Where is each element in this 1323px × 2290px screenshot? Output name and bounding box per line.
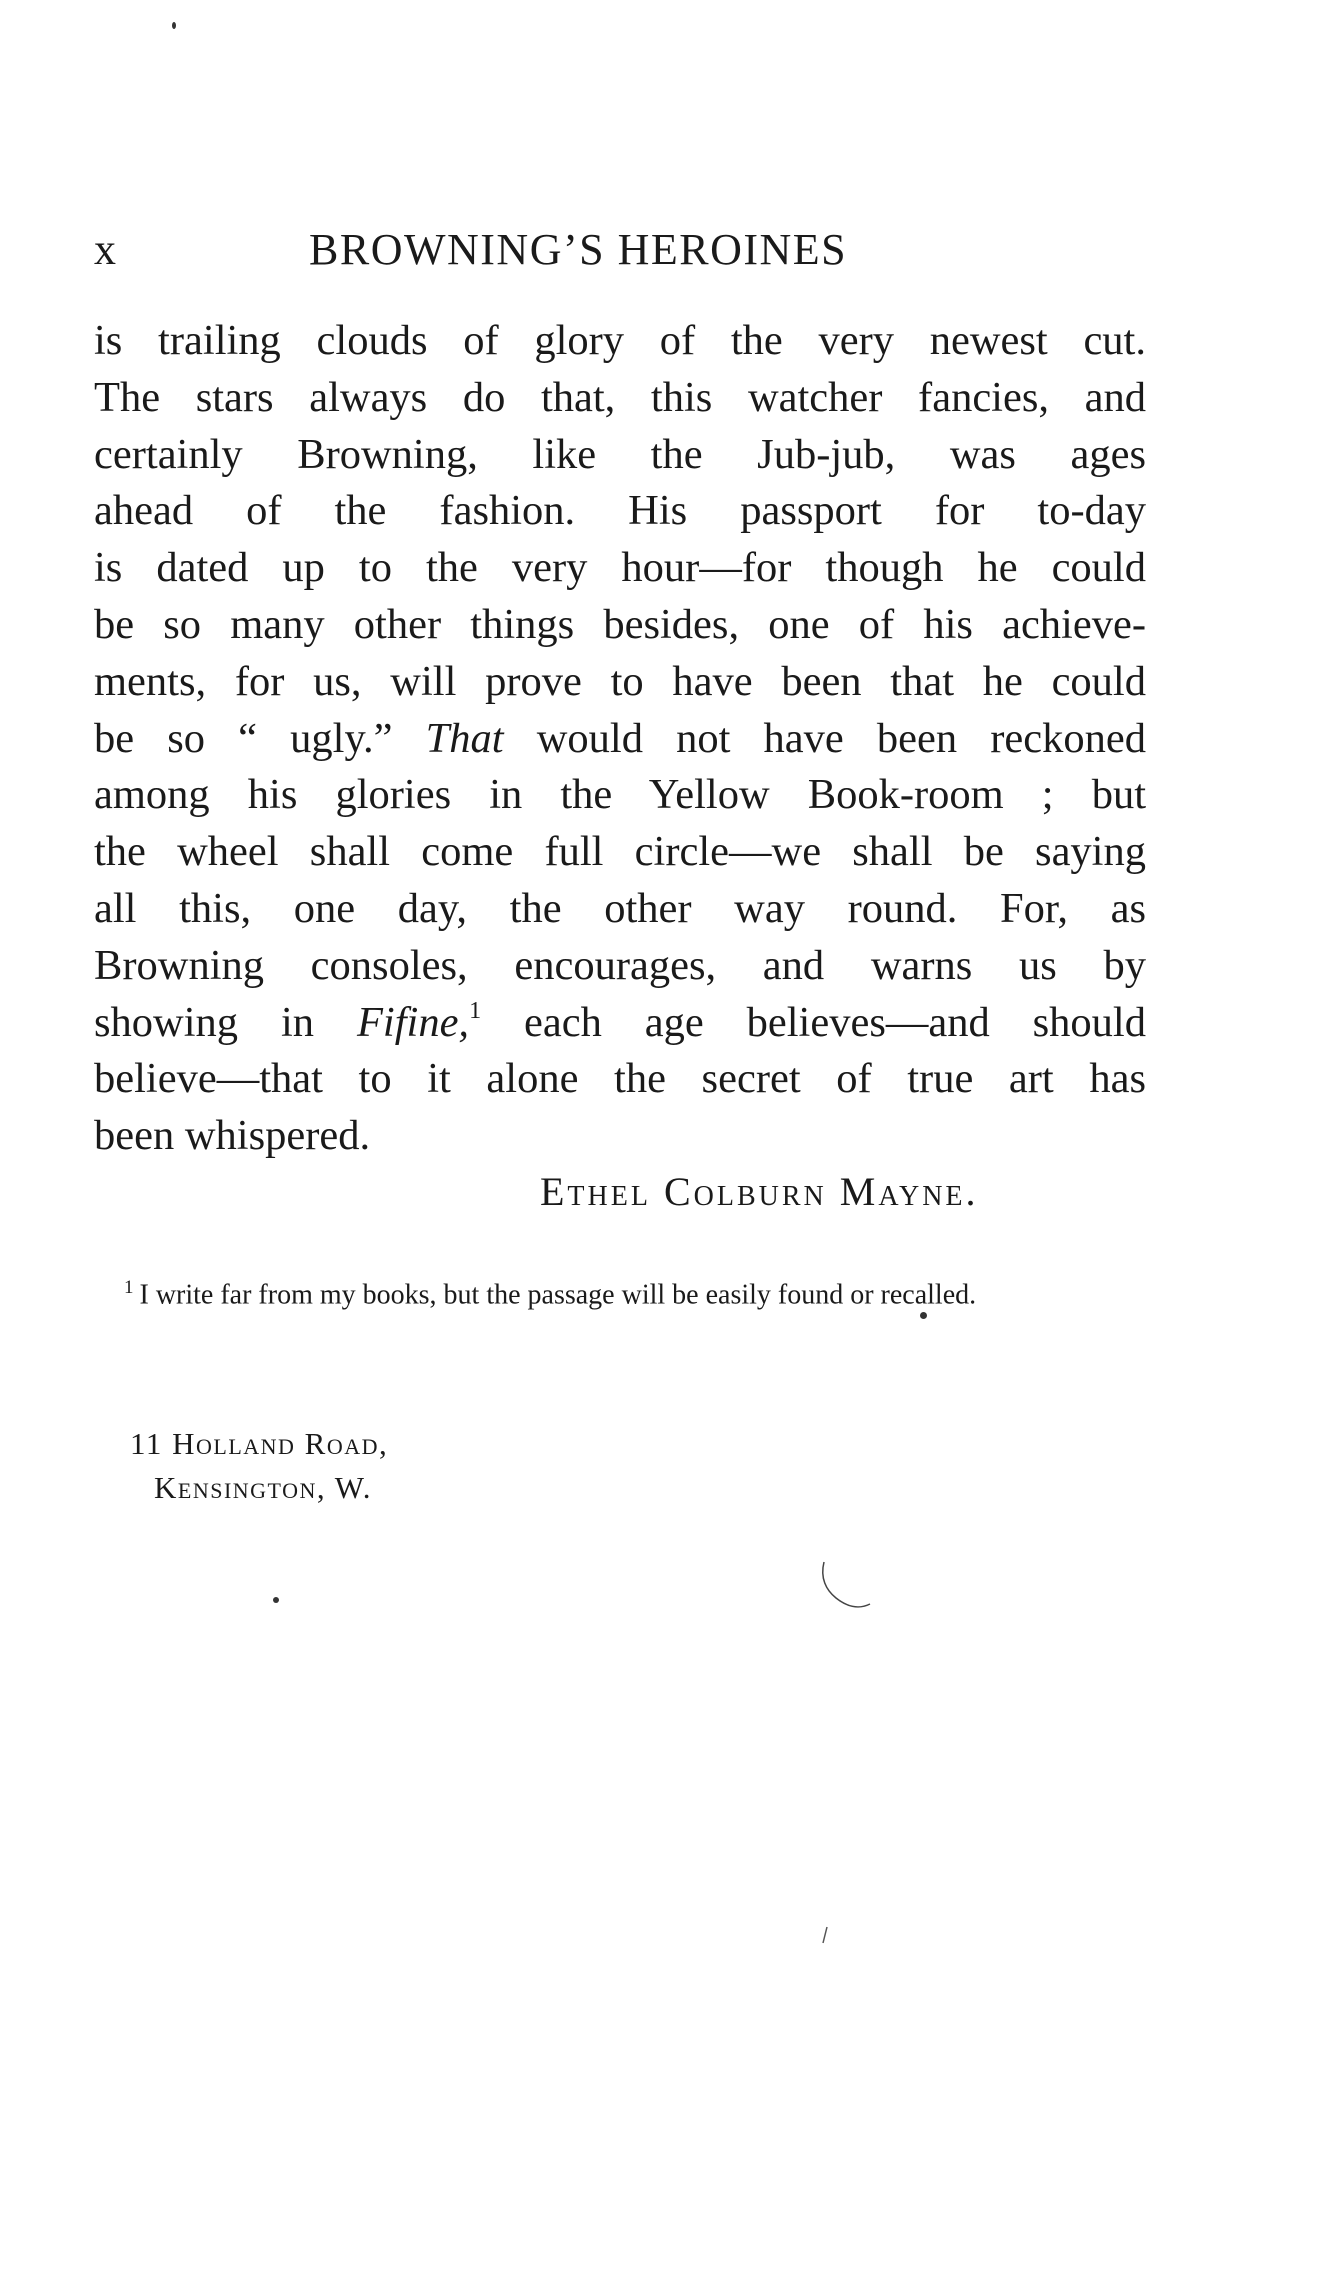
text-line: is trailing clouds of glory of the very newest cut. xyxy=(94,317,1146,364)
text-line: be so many other things besides, one of his achieve- xyxy=(94,600,1146,648)
italic-title: Fifine, xyxy=(356,998,470,1046)
text-line: ahead of the fashion. His passport for to-day xyxy=(94,487,1146,535)
text-line: believe—that to it alone the secret of true art has xyxy=(94,1055,1146,1103)
address-line: 11 Holland Road, xyxy=(130,1426,389,1461)
scan-speck xyxy=(273,1597,279,1603)
text-line: The stars always do that, this watcher fancies, and xyxy=(94,373,1146,421)
italic-word: That xyxy=(425,714,504,762)
footnote-reference: 1 xyxy=(469,997,482,1024)
text-segment: each age believes—and should xyxy=(481,998,1146,1046)
text-line: is dated up to the very hour—for though he could xyxy=(94,544,1146,592)
text-line xyxy=(94,711,1146,768)
footnote-text: I write far from my books, but the passage will be easily found or recalled. xyxy=(139,1279,977,1311)
scan-speck xyxy=(920,1312,927,1319)
text-line xyxy=(94,995,1146,1052)
body-paragraph xyxy=(94,313,1146,1165)
text-line: ments, for us, will prove to have been that he could xyxy=(94,657,1146,705)
text-segment: be so “ ugly.” xyxy=(94,714,426,762)
footnote xyxy=(92,1268,1146,1315)
text-line: Browning consoles, encourages, and warns us by xyxy=(94,941,1146,989)
scan-speck xyxy=(172,22,176,29)
page-number: x xyxy=(94,225,117,274)
scan-mark xyxy=(818,1558,878,1620)
address-block xyxy=(130,1422,388,1510)
running-title: BROWNING’S HEROINES xyxy=(309,225,848,274)
text-line: certainly Browning, like the Jub-jub, was ages xyxy=(94,430,1146,478)
text-segment: would not have been reckoned xyxy=(503,714,1146,762)
text-line: been whispered. xyxy=(94,1112,371,1160)
text-line: all this, one day, the other way round. For, as xyxy=(94,884,1146,932)
running-head xyxy=(94,224,1134,280)
text-line: among his glories in the Yellow Book-room ; but xyxy=(94,771,1146,819)
author-signature: Ethel Colburn Mayne. xyxy=(540,1169,979,1214)
footnote-mark: 1 xyxy=(124,1277,134,1298)
text-segment: showing in xyxy=(94,998,357,1046)
scan-mark xyxy=(820,1925,830,1945)
text-line: the wheel shall come full circle—we shall be saying xyxy=(94,828,1146,876)
address-line: Kensington, W. xyxy=(154,1470,372,1505)
